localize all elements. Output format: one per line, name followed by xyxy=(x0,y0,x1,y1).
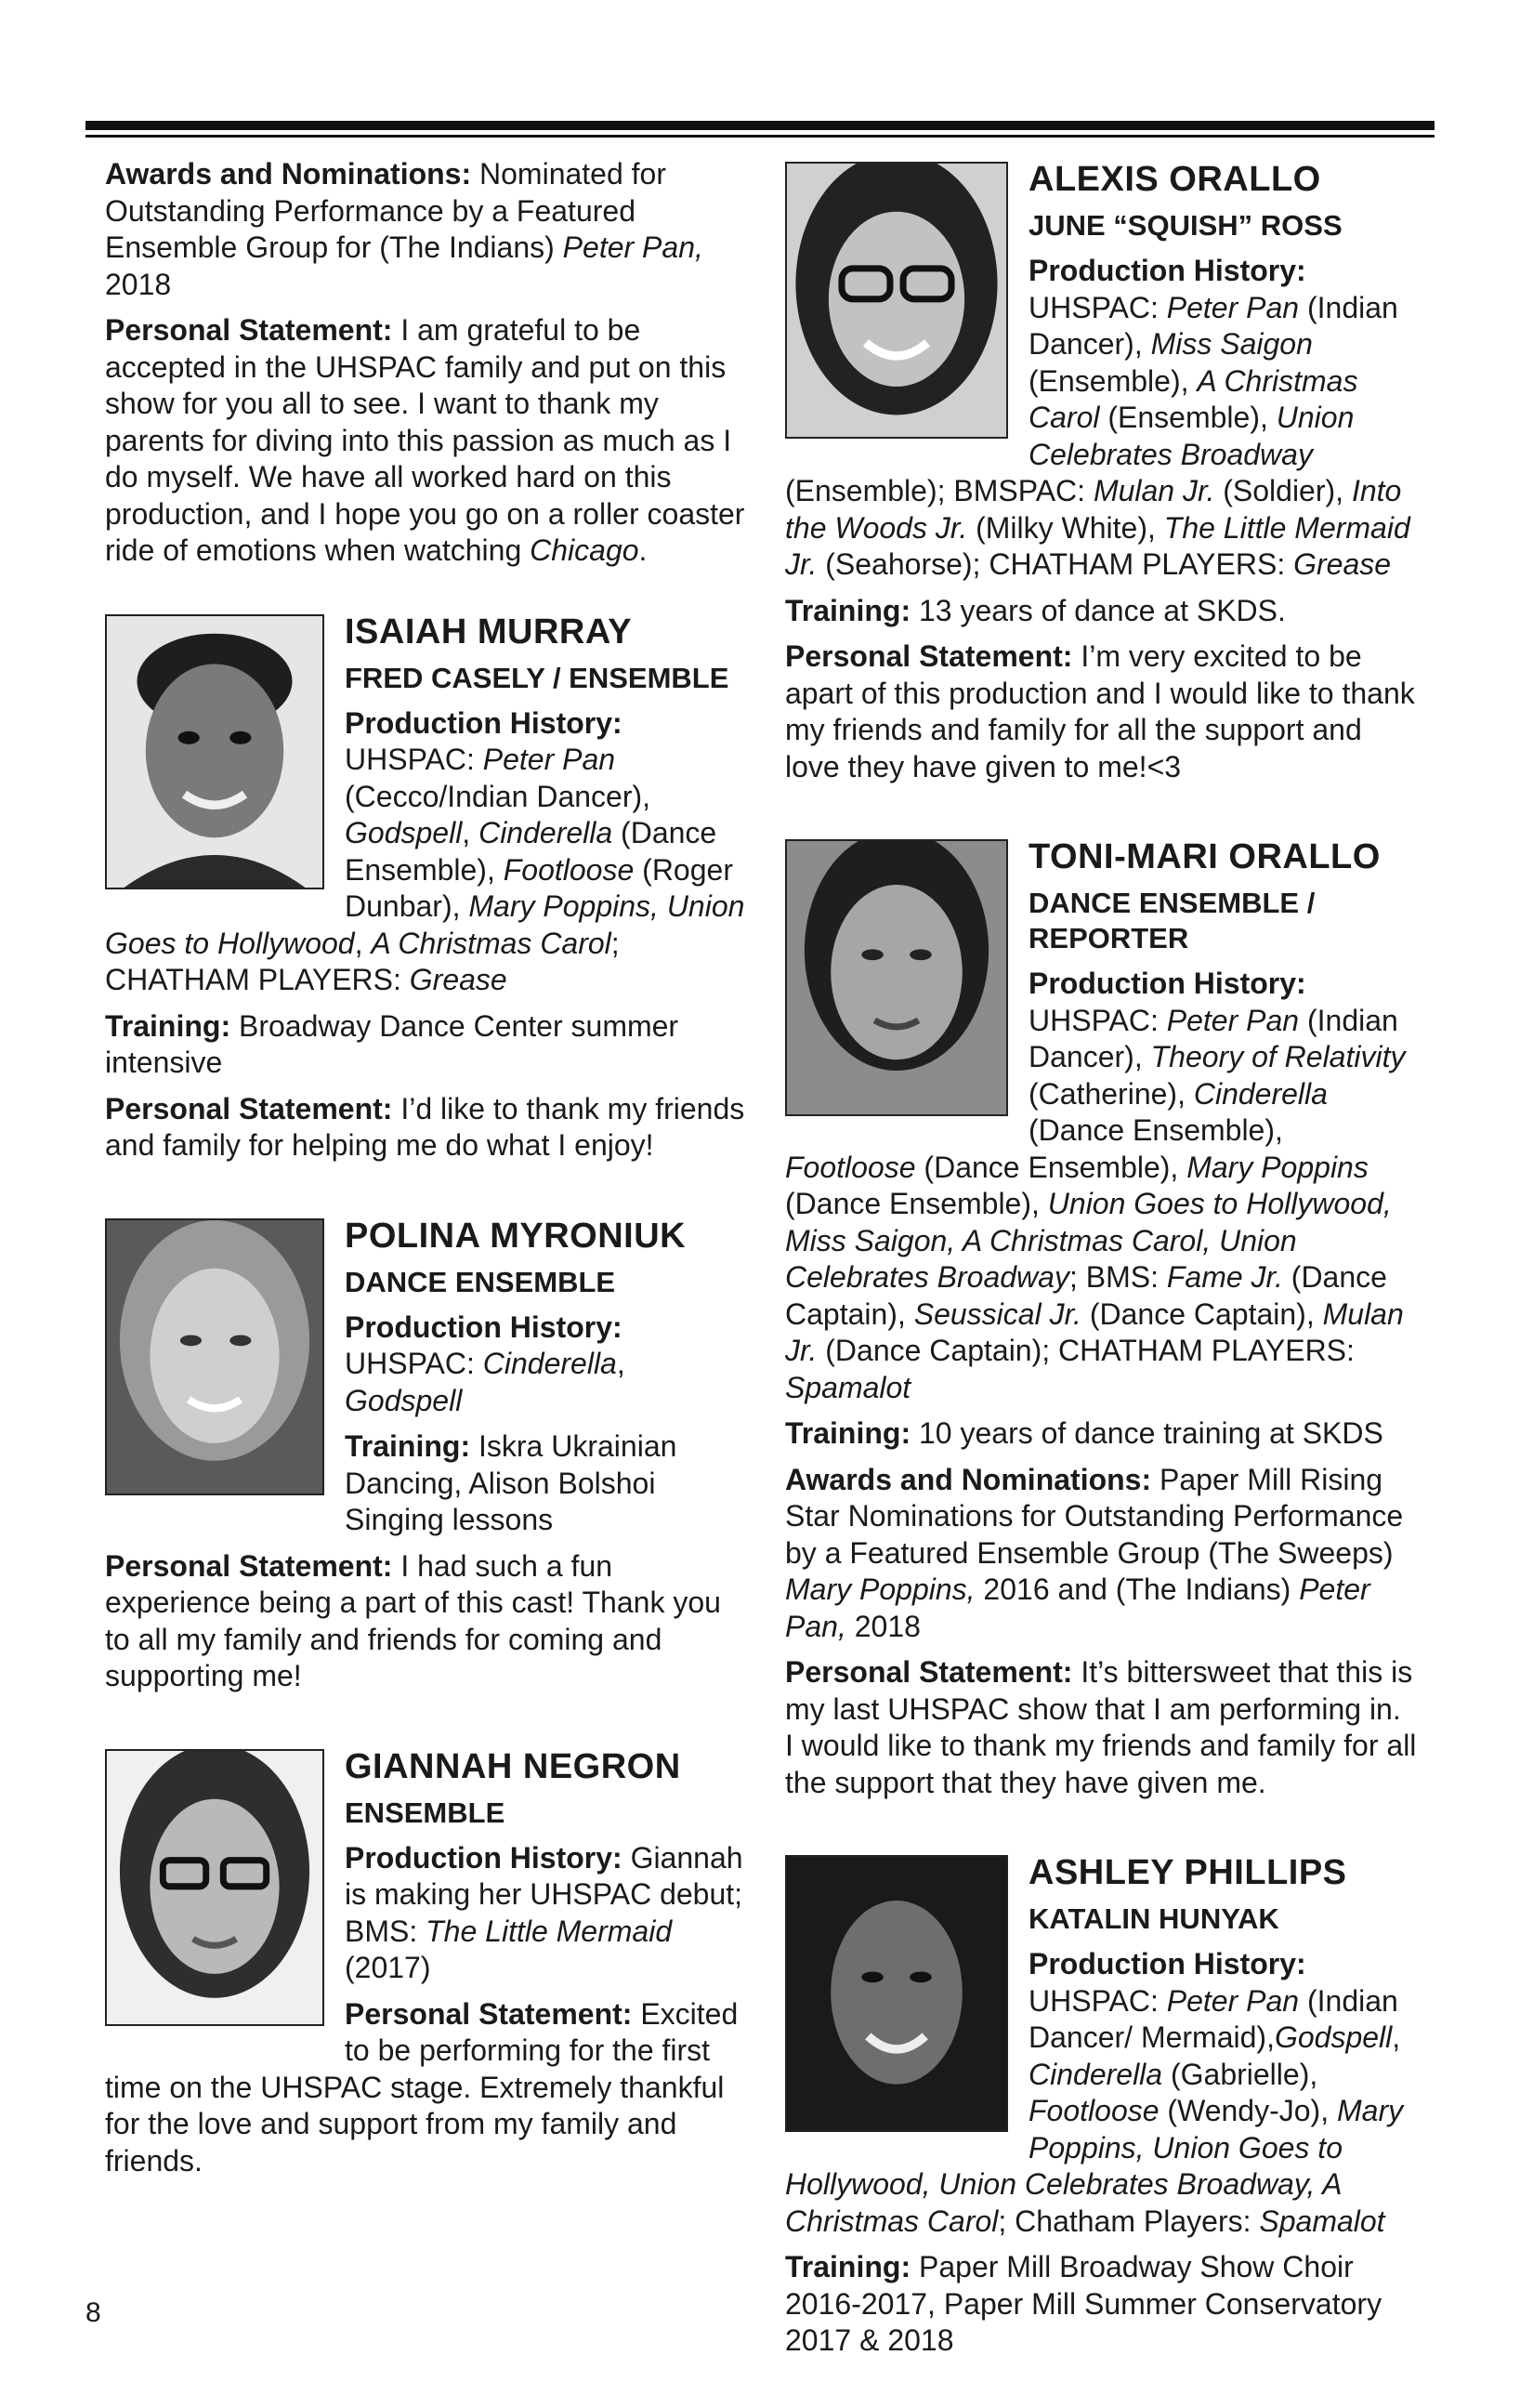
page-number: 8 xyxy=(85,2297,101,2328)
production-history-label: Production History: xyxy=(1029,967,1306,1000)
show-title: Union Celebrates Broadway xyxy=(1029,401,1355,471)
production-history-text: (Indian Dancer/ Mermaid), xyxy=(1029,1983,1398,2054)
production-history-label: Production History: xyxy=(345,1309,622,1344)
training-label: Training: xyxy=(785,1416,911,1450)
personal-statement xyxy=(105,1091,746,1165)
performer-name: POLINA MYRONIUK xyxy=(345,1216,687,1256)
show-title: Godspell xyxy=(1274,2020,1393,2054)
show-title: Peter Pan xyxy=(482,743,616,776)
performer-name: ASHLEY PHILLIPS xyxy=(1029,1853,1347,1892)
headshot-photo xyxy=(105,614,324,889)
production-history-text: (Ensemble); BMSPAC: xyxy=(785,474,1094,507)
header-rule-thick xyxy=(85,121,1435,130)
production-history-text: , xyxy=(616,1347,625,1380)
production-history-text: ; CHATHAM PLAYERS: xyxy=(105,926,620,996)
statement-label: Personal Statement: xyxy=(345,1996,633,2031)
awards xyxy=(785,1462,1417,1646)
production-history-text: , xyxy=(1392,2020,1401,2054)
show-title: Godspell xyxy=(345,1383,463,1417)
statement-text: I’d like to thank my friends and family for helping me do what I enjoy! xyxy=(105,1091,745,1162)
show-title: Union Goes to Hollywood, Miss Saigon, A Christmas Carol, Union Celebrates Broadway xyxy=(785,1187,1392,1294)
left-column xyxy=(105,156,746,2228)
production-history-text: UHSPAC: xyxy=(1029,290,1167,324)
performer-role: DANCE ENSEMBLE xyxy=(345,1265,616,1298)
production-history-text: UHSPAC: xyxy=(345,743,483,776)
production-history-text: (Ensemble), xyxy=(1099,401,1277,434)
show-title: Cinderella xyxy=(1029,2057,1163,2091)
show-title: Fame Jr. xyxy=(1166,1260,1283,1294)
training xyxy=(105,1008,746,1082)
show-title: Footloose xyxy=(503,852,635,887)
performer-name: ISAIAH MURRAY xyxy=(345,612,633,651)
bio-giannah-negron xyxy=(105,1743,746,2190)
show-title: Peter Pan xyxy=(1166,1003,1300,1037)
production-history-text: ; BMS: xyxy=(1068,1260,1167,1294)
statement-text: I am grateful to be accepted in the UHSPAC family and put on this show for you all to see. I want to thank my parents for diving into this passion as much as I do myself. We have all worked hard on this production, and I hope you go on a roller coaster ride of emotions when watching xyxy=(105,313,745,567)
show-title: Peter Pan xyxy=(1166,1983,1300,2018)
performer-name: ALEXIS ORALLO xyxy=(1029,160,1321,199)
show-title: Seussical Jr. xyxy=(913,1296,1081,1331)
production-history-text: (Dance Ensemble), xyxy=(785,1187,1048,1220)
training-text: 10 years of dance training at SKDS xyxy=(911,1416,1383,1450)
production-history-text: UHSPAC: xyxy=(345,1347,483,1380)
awards-text: 2018 xyxy=(845,1609,921,1643)
header-rule-thin xyxy=(85,135,1435,138)
headshot-photo xyxy=(105,1749,324,2026)
awards-text: Paper Mill Rising Star Nominations for Outstanding Performance by a Featured Ensemble Group (The Sweeps) xyxy=(785,1462,1404,1570)
show-title: Mulan Jr. xyxy=(785,1296,1404,1367)
show-title: Footloose xyxy=(785,1150,916,1184)
statement-text: I had such a fun experience being a part of this cast! Thank you to all my family and friends for coming and supporting me! xyxy=(105,1548,721,1692)
awards-year: 2018 xyxy=(105,267,172,301)
right-column xyxy=(785,156,1417,2408)
production-history-text: ; Chatham Players: xyxy=(998,2204,1260,2238)
bio-alexis-orallo xyxy=(785,156,1417,795)
personal-statement xyxy=(785,638,1417,785)
production-history-text: (Soldier), xyxy=(1214,474,1352,507)
awards-paragraph xyxy=(105,156,746,303)
headshot-photo xyxy=(785,162,1008,439)
performer-role: DANCE ENSEMBLE / REPORTER xyxy=(1029,887,1316,954)
bio-ashley-phillips xyxy=(785,1849,1417,2369)
bio-continuation xyxy=(105,156,746,570)
production-history-text: (Dance Ensemble), xyxy=(915,1150,1187,1184)
show-title: A Christmas Carol xyxy=(1029,363,1358,434)
performer-role: KATALIN HUNYAK xyxy=(1029,1902,1279,1935)
training-label: Training: xyxy=(785,593,911,627)
show-title: Theory of Relativity xyxy=(1150,1040,1406,1073)
show-title: A Christmas Carol xyxy=(371,926,611,960)
personal-statement xyxy=(105,1548,746,1695)
awards-text: Nominated for Outstanding Performance by a Featured Ensemble Group for (The Indians) xyxy=(105,157,666,264)
production-history-text: (Catherine), xyxy=(1029,1076,1194,1111)
show-title: Peter Pan, xyxy=(562,230,703,264)
production-history-text: (Milky White), xyxy=(967,510,1164,545)
headshot-photo xyxy=(785,1855,1008,2132)
show-title: Mary Poppins xyxy=(1186,1150,1369,1184)
show-title: Miss Saigon xyxy=(1150,327,1313,361)
training xyxy=(785,1415,1417,1453)
show-title: Spamalot xyxy=(785,1370,911,1404)
production-history-text: , xyxy=(354,926,372,960)
production-history-text: (Dance Captain); CHATHAM PLAYERS: xyxy=(817,1334,1355,1367)
production-history-text: (Gabrielle), xyxy=(1162,2057,1318,2091)
personal-statement xyxy=(785,1654,1417,1801)
production-history-text: (Dance Ensemble), xyxy=(345,816,717,887)
production-history-text: (Ensemble), xyxy=(1029,363,1198,398)
production-history-text: (Cecco/Indian Dancer), xyxy=(345,779,651,813)
statement-end: . xyxy=(638,533,648,567)
show-title: Cinderella xyxy=(1193,1076,1328,1111)
show-title: Grease xyxy=(409,963,507,996)
show-title: Cinderella xyxy=(482,1347,617,1380)
show-title: Peter Pan xyxy=(1166,290,1300,324)
training-text: Broadway Dance Center summer intensive xyxy=(105,1008,679,1079)
bio-toni-mari-orallo xyxy=(785,834,1417,1810)
headshot-photo xyxy=(785,839,1008,1116)
production-history-text: (Dance Captain), xyxy=(1081,1296,1323,1331)
statement-label: Personal Statement: xyxy=(785,639,1073,673)
show-title: The Little Mermaid Jr. xyxy=(785,510,1410,581)
show-title: Into the Woods Jr. xyxy=(785,474,1402,545)
statement-text: Excited to be performing for the first time on the UHSPAC stage. Extremely thankful for the love and support from my family and friends. xyxy=(105,1996,739,2178)
bio-isaiah-murray xyxy=(105,609,746,1174)
training-text: Iskra Ukrainian Dancing, Alison Bolshoi Singing lessons xyxy=(345,1429,677,1536)
production-history-text: (2017) xyxy=(345,1951,431,1984)
show-title: Mary Poppins, Union Goes to Hollywood, Union Celebrates Broadway, A Christmas Carol xyxy=(785,2094,1404,2238)
production-history-text: (Dance Captain), xyxy=(785,1260,1387,1331)
performer-role: JUNE “SQUISH” ROSS xyxy=(1029,209,1343,242)
production-history-text: UHSPAC: xyxy=(1029,1003,1167,1037)
show-title: The Little Mermaid xyxy=(426,1914,673,1948)
training xyxy=(785,593,1417,630)
training-text: 13 years of dance at SKDS. xyxy=(911,593,1286,627)
production-history-text: (Roger Dunbar), xyxy=(345,852,733,923)
training-label: Training: xyxy=(785,2250,911,2283)
training xyxy=(785,2249,1417,2360)
statement-label: Personal Statement: xyxy=(105,1548,393,1583)
performer-name: GIANNAH NEGRON xyxy=(345,1746,681,1786)
show-title: Spamalot xyxy=(1259,2204,1385,2238)
production-history-text: , xyxy=(462,816,479,849)
production-history-text: (Indian Dancer), xyxy=(1029,1003,1398,1073)
show-title: Godspell xyxy=(345,816,463,849)
headshot-photo xyxy=(105,1218,324,1495)
production-history-text: (Dance Ensemble), xyxy=(1029,1113,1283,1147)
statement-text: I’m very excited to be apart of this production and I would like to thank my friends and family for all the support and love they have given to me!<3 xyxy=(785,639,1415,783)
production-history-label: Production History: xyxy=(345,705,622,740)
production-history-text: (Wendy-Jo), xyxy=(1159,2094,1337,2127)
production-history-text: (Indian Dancer), xyxy=(1029,290,1398,361)
statement-label: Personal Statement: xyxy=(105,1091,393,1125)
show-title: Mary Poppins, Union Goes to Hollywood xyxy=(105,889,745,960)
show-title: Mary Poppins, xyxy=(785,1572,976,1606)
training-label: Training: xyxy=(345,1429,471,1463)
production-history-label: Production History: xyxy=(1029,1947,1306,1980)
statement-paragraph xyxy=(105,312,746,570)
statement-label: Personal Statement: xyxy=(105,313,393,347)
show-title: Mulan Jr. xyxy=(1093,474,1215,507)
production-history-text: (Seahorse); CHATHAM PLAYERS: xyxy=(817,547,1294,581)
performer-role: FRED CASELY / ENSEMBLE xyxy=(345,661,729,694)
show-title: Footloose xyxy=(1029,2094,1160,2127)
show-title: Chicago xyxy=(530,533,639,567)
bio-polina-myroniuk xyxy=(105,1213,746,1704)
performer-name: TONI-MARI ORALLO xyxy=(1029,837,1381,876)
training-text: Paper Mill Broadway Show Choir 2016-2017, Paper Mill Summer Conservatory 2017 & 2018 xyxy=(785,2250,1382,2357)
statement-text: It’s bittersweet that this is my last UHSPAC show that I am performing in. I would like to thank my friends and family for all the support that they have given me. xyxy=(785,1655,1417,1799)
awards-text: 2016 and (The Indians) xyxy=(975,1572,1300,1606)
show-title: Cinderella xyxy=(478,816,613,849)
performer-role: ENSEMBLE xyxy=(345,1796,505,1829)
production-history-text: Giannah is making her UHSPAC debut; BMS: xyxy=(345,1840,743,1948)
awards-label: Awards and Nominations: xyxy=(105,157,472,191)
production-history-label: Production History: xyxy=(345,1840,622,1875)
production-history-label: Production History: xyxy=(1029,254,1306,287)
show-title: Peter Pan, xyxy=(785,1572,1370,1643)
training-label: Training: xyxy=(105,1008,231,1043)
statement-label: Personal Statement: xyxy=(785,1655,1073,1689)
awards-label: Awards and Nominations: xyxy=(785,1462,1152,1496)
production-history-text: UHSPAC: xyxy=(1029,1983,1167,2018)
show-title: Grease xyxy=(1293,547,1392,581)
